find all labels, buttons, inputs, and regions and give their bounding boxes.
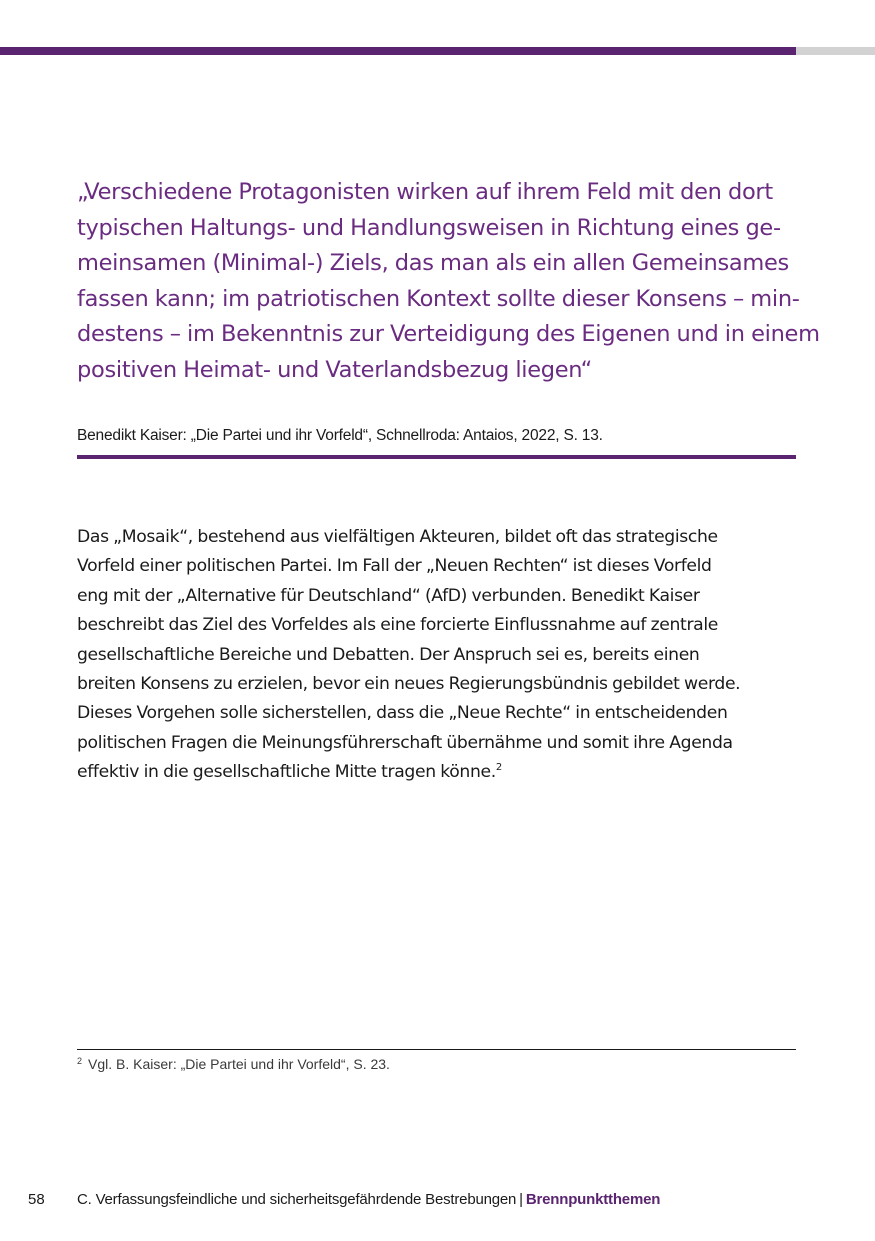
- body-line: eng mit der „Alternative für Deutschland“ (AfD) verbunden. Benedikt Kaiser: [77, 585, 700, 606]
- header-rule-accent: [0, 47, 796, 55]
- body-line: beschreibt das Ziel des Vorfeldes als eine forcierte Einflussnahme auf zentrale: [77, 615, 718, 636]
- quote-line: typischen Haltungs- und Handlungsweisen in Richtung eines ge-: [77, 214, 781, 241]
- quote-line: destens – im Bekenntnis zur Verteidigung des Eigenen und in einem: [77, 321, 820, 347]
- footnote-text: Vgl. B. Kaiser: „Die Partei und ihr Vorfeld“, S. 23.: [88, 1056, 390, 1072]
- page-number: 58: [28, 1191, 45, 1208]
- body-line: Das „Mosaik“, bestehend aus vielfältigen Akteuren, bildet oft das strategische: [77, 527, 718, 547]
- body-line: Vorfeld einer politischen Partei. Im Fall der „Neuen Rechten“ ist dieses Vorfeld: [77, 556, 712, 577]
- quote-citation: Benedikt Kaiser: „Die Partei und ihr Vorfeld“, Schnellroda: Antaios, 2022, S. 13.: [77, 427, 603, 444]
- header-rule-grey: [796, 47, 875, 55]
- footnote: [77, 1054, 797, 1074]
- quote-line: „Verschiedene Protagonisten wirken auf ihrem Feld mit den dort: [77, 179, 773, 205]
- footer-running-title: [77, 1188, 660, 1212]
- body-line-last: [77, 758, 797, 787]
- pull-quote: [77, 175, 820, 388]
- footnote-reference[interactable]: 2: [495, 762, 502, 774]
- body-paragraph: [77, 523, 797, 788]
- quote-line: meinsamen (Minimal-) Ziels, das man als ein allen Gemeinsames: [77, 250, 789, 276]
- quote-line: fassen kann; im patriotischen Kontext sollte dieser Konsens – min-: [77, 285, 800, 312]
- body-line: breiten Konsens zu erzielen, bevor ein neues Regierungsbündnis gebildet werde.: [77, 674, 741, 695]
- page-footer: [0, 1188, 875, 1212]
- footnote-mark: 2: [77, 1056, 83, 1066]
- body-line: politischen Fragen die Meinungsführerschaft übernähme und somit ihre Agenda: [77, 732, 733, 753]
- body-line: effektiv in die gesellschaftliche Mitte tragen könne.: [77, 762, 496, 783]
- body-line: gesellschaftliche Bereiche und Debatten. Der Anspruch sei es, bereits einen: [77, 644, 700, 665]
- body-line: Dieses Vorgehen solle sicherstellen, dass die „Neue Rechte“ in entscheidenden: [77, 703, 728, 724]
- quote-line: positiven Heimat- und Vaterlandsbezug liegen“: [77, 356, 592, 383]
- footnote-divider: [77, 1049, 796, 1050]
- footer-section-title: C. Verfassungsfeindliche und sicherheitsgefährdende Bestrebungen: [77, 1191, 517, 1208]
- footer-separator: |: [519, 1191, 523, 1208]
- quote-divider: [77, 455, 796, 459]
- footer-topic: Brennpunktthemen: [525, 1191, 661, 1208]
